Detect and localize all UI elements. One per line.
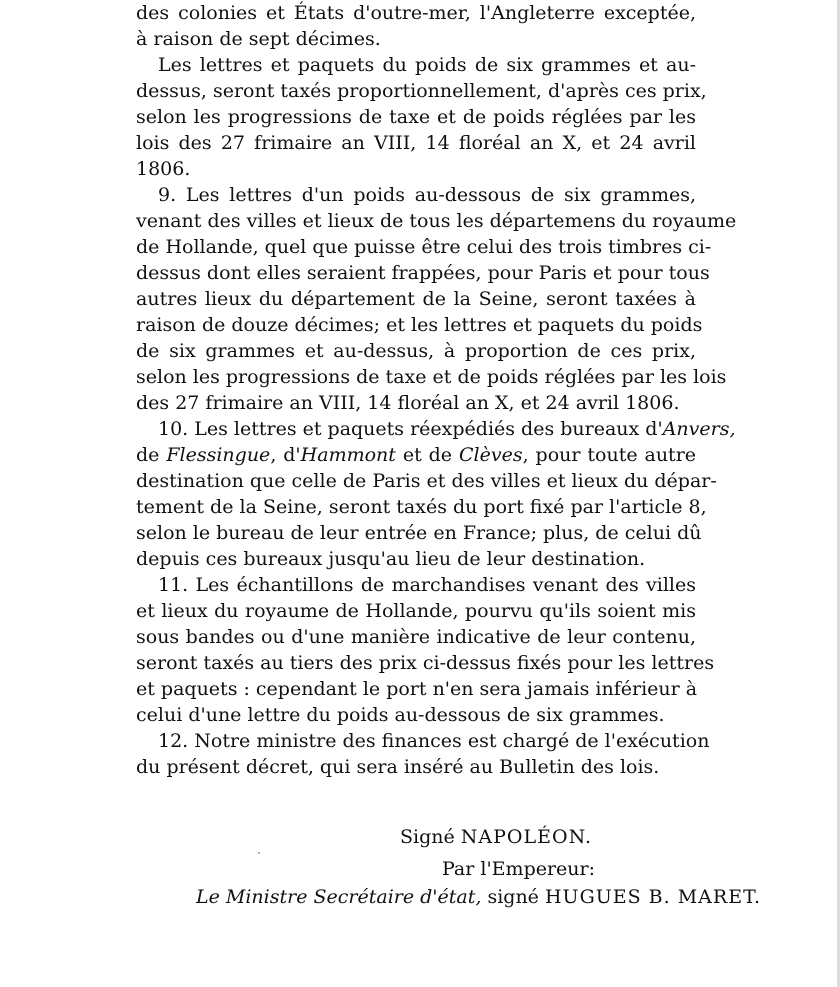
place-name: Flessingue: [166, 444, 271, 466]
text-line: seront taxés au tiers des prix ci-dessus fixés pour les lettres: [136, 652, 715, 674]
text-line: venant des villes et lieux de tous les départemens du royaume: [136, 210, 737, 232]
text-line: destination que celle de Paris et des villes et lieux du dépar-: [136, 470, 717, 492]
text-line: dessus dont elles seraient frappées, pour Paris et pour tous: [136, 262, 710, 284]
text-line: lois des 27 frimaire an VIII, 14 floréal an X, et 24 avril: [136, 132, 696, 154]
emperor-name: NAPOLÉON.: [460, 826, 593, 848]
emperor-signature: [400, 826, 592, 848]
text-line: depuis ces bureaux jusqu'au lieu de leur destination.: [136, 548, 646, 570]
text-line: 1806.: [136, 158, 191, 180]
article-12-line: 12. Notre ministre des finances est chargé de l'exécution: [158, 730, 710, 752]
text-line: de six grammes et au-dessus, à proportion de ces prix,: [136, 340, 696, 362]
signed-word: signé: [487, 886, 539, 908]
text-run: et de: [395, 444, 459, 466]
text-line: et lieux du royaume de Hollande, pourvu qu'ils soient mis: [136, 600, 696, 622]
text-line: selon les progressions de taxe et de poids réglées par les: [136, 106, 696, 128]
text-line: tement de la Seine, seront taxés du port fixé par l'article 8,: [136, 496, 707, 518]
text-line: de Hollande, quel que puisse être celui des trois timbres ci-: [136, 236, 712, 258]
text-run: , pour toute autre: [522, 444, 697, 466]
article-11-line: 11. Les échantillons de marchandises venant des villes: [158, 574, 696, 596]
speck: [258, 852, 260, 854]
text-line: Les lettres et paquets du poids de six grammes et au-: [158, 54, 696, 76]
par-empereur-line: Par l'Empereur:: [442, 858, 596, 880]
article-10-line: [136, 416, 736, 442]
text-line: celui d'une lettre du poids au-dessous de six grammes.: [136, 704, 665, 726]
text-line: des 27 frimaire an VIII, 14 floréal an X, et 24 avril 1806.: [136, 392, 680, 414]
text-line: à raison de sept décimes.: [136, 28, 381, 50]
text-line: dessus, seront taxés proportionnellement, d'après ces prix,: [136, 80, 707, 102]
text-run: de: [136, 444, 167, 466]
text-line: sous bandes ou d'une manière indicative de leur contenu,: [136, 626, 696, 648]
text-line: autres lieux du département de la Seine, seront taxées à: [136, 288, 696, 310]
text-line: selon le bureau de leur entrée en France; plus, de celui dû: [136, 522, 702, 544]
text-run: , d': [270, 444, 301, 466]
minister-name: HUGUES B. MARET.: [544, 886, 761, 908]
text-column: [136, 0, 737, 780]
text-line: selon les progressions de taxe et de poids réglées par les lois: [136, 366, 727, 388]
text-line: [136, 442, 696, 468]
text-line: raison de douze décimes; et les lettres et paquets du poids: [136, 314, 703, 336]
text-line: du présent décret, qui sera inséré au Bulletin des lois.: [136, 756, 660, 778]
minister-title: Le Ministre Secrétaire d'état,: [196, 886, 482, 908]
text-line: des colonies et États d'outre-mer, l'Angleterre exceptée,: [136, 2, 696, 24]
minister-signature: [196, 886, 761, 908]
place-name: Clèves: [458, 444, 523, 466]
place-name: Hammont: [300, 444, 396, 466]
article-9-line: 9. Les lettres d'un poids au-dessous de six grammes,: [158, 184, 696, 206]
signed-prefix: Signé: [400, 826, 455, 848]
text-line: et paquets : cependant le port n'en sera jamais inférieur à: [136, 678, 698, 700]
text-run: 10. Les lettres et paquets réexpédiés des bureaux d': [158, 418, 663, 440]
place-name: Anvers,: [662, 418, 736, 440]
